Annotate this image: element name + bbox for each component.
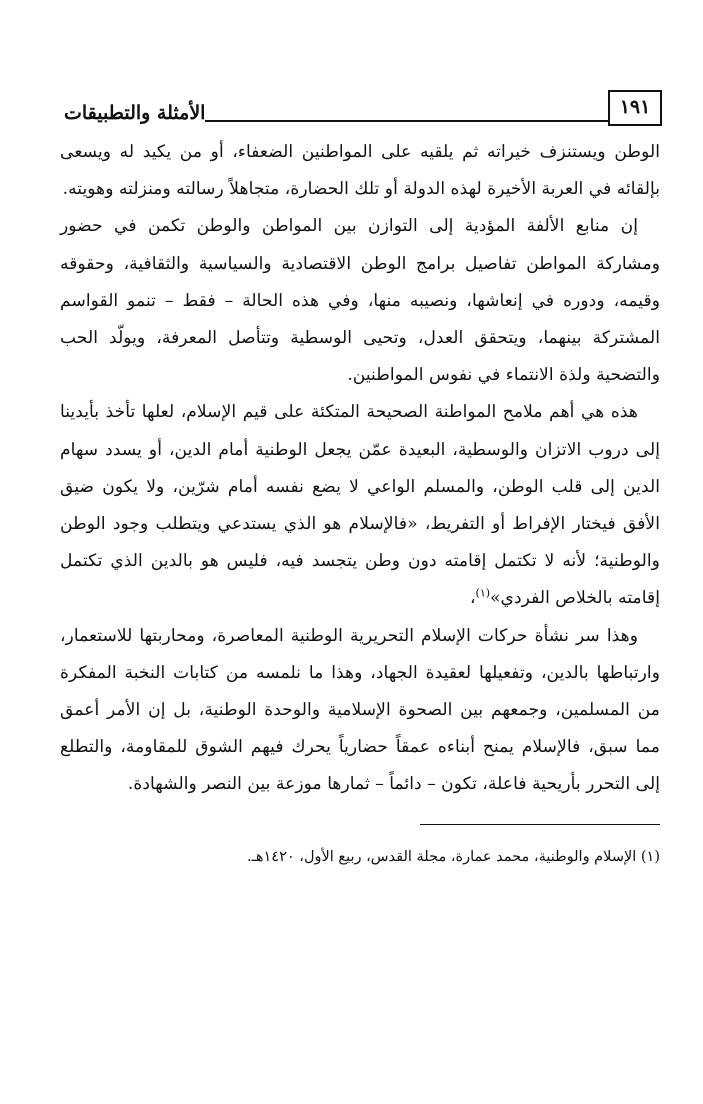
book-page xyxy=(60,84,660,1084)
paragraph-1: الوطن ويستنزف خيراته ثم يلقيه على المواطنين الضعفاء، أو من يكيد له ويسعى بإلقائه في العربة الأخيرة لهذه الدولة أو تلك الحضارة، متجاهلاً رسالته ومنزلته وهويته. xyxy=(60,142,660,200)
paragraph-3 xyxy=(60,394,660,617)
page-number: ١٩١ xyxy=(608,90,662,126)
footnote-rule xyxy=(420,824,660,825)
running-title: الأمثلة والتطبيقات xyxy=(64,102,206,124)
paragraph-3-text: هذه هي أهم ملامح المواطنة الصحيحة المتكئة على قيم الإسلام، لعلها تأخذ بأيدينا إلى دروب الاتزان والوسطية، البعيدة عمّن يجعل الوطنية أمام الدين، أو يسدد سهام الدين إلى قلب الوطن، والمسلم الواعي لا يضع نفسه أمام شرّين، ولا يكون ضيق الأفق فيختار الإفراط أو التفريط، «فالإسلام هو الذي يستدعي ويتطلب وجود الوطن والوطنية؛ لأنه لا تكتمل إقامته دون وطن يتجسد فيه، فليس هو بالدين الذي تكتمل إقامته بالخلاص الفردي» xyxy=(60,402,660,609)
footnote: (١) الإسلام والوطنية، محمد عمارة، مجلة القدس، ربيع الأول، ١٤٢٠هـ. xyxy=(246,848,660,865)
running-header xyxy=(60,84,660,126)
footnote-reference[interactable]: (١) xyxy=(475,586,491,600)
header-rule xyxy=(205,120,608,122)
body-text xyxy=(60,134,660,804)
footnote-reference-comma: ، xyxy=(469,588,476,609)
paragraph-2: إن منابع الألفة المؤدية إلى التوازن بين المواطن والوطن تكمن في حضور ومشاركة المواطن تفاصيل برامج الوطن الاقتصادية والسياسية والثقافية، وحقوقه وقيمه، ودوره في إنعاشها، ونصيبه منها، وفي هذه الحالة – فقط – تنمو القواسم المشتركة بينهما، ويتحقق العدل، وتحيى الوسطية وتتأصل المعرفة، ويولّد الحب والتضحية ولذة الانتماء في نفوس المواطنين. xyxy=(60,216,660,386)
paragraph-4: وهذا سر نشأة حركات الإسلام التحريرية الوطنية المعاصرة، ومحاربتها للاستعمار، وارتباطها بالدين، وتفعيلها لعقيدة الجهاد، وهذا ما نلمسه من كتابات النخبة المفكرة من المسلمين، وجمعهم بين الصحوة الإسلامية والوحدة الوطنية، بل إن الأمر أعمق مما سبق، فالإسلام يمنح أبناءه عمقاً حضارياً يحرك فيهم الشوق للمقاومة، والتطلع إلى التحرر بأريحية فاعلة، تكون – دائماً – ثمارها موزعة بين النصر والشهادة. xyxy=(60,625,660,795)
